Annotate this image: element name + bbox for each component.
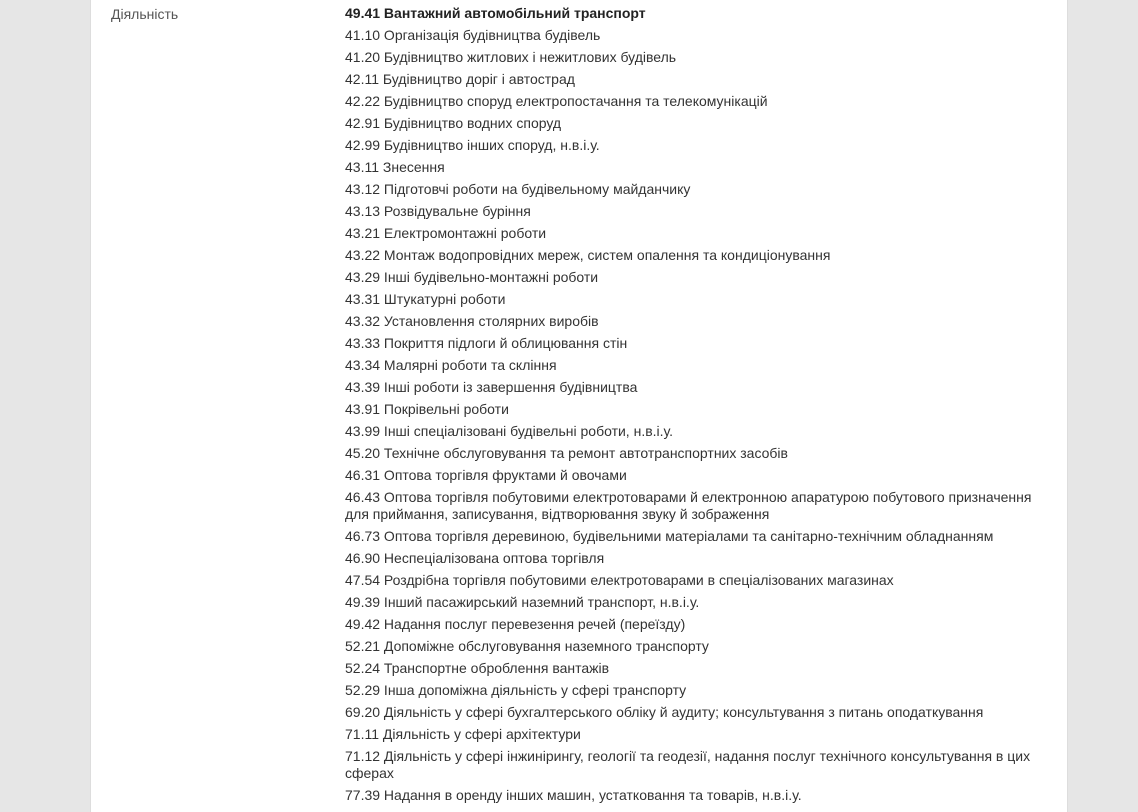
- activity-item: 43.11 Знесення: [345, 159, 445, 175]
- activity-item: 52.21 Допоміжне обслуговування наземного транспорту: [345, 638, 709, 654]
- activities-list: [345, 5, 1045, 809]
- activity-item: 43.99 Інші спеціалізовані будівельні роботи, н.в.і.у.: [345, 423, 674, 439]
- activities-row: [91, 0, 1067, 809]
- activity-item: 69.20 Діяльність у сфері бухгалтерського обліку й аудиту; консультування з питань оподаткування: [345, 704, 984, 720]
- activity-item: 43.32 Установлення столярних виробів: [345, 313, 599, 329]
- activity-item: 43.34 Малярні роботи та скління: [345, 357, 557, 373]
- activity-item: 43.21 Електромонтажні роботи: [345, 225, 547, 241]
- activity-item: 43.33 Покриття підлоги й облицювання стін: [345, 335, 628, 351]
- activity-item: 71.12 Діяльність у сфері інжинірингу, геології та геодезії, надання послуг технічного консультування в цих сферах: [345, 748, 1031, 781]
- activity-item: 43.91 Покрівельні роботи: [345, 401, 509, 417]
- activity-item: 43.13 Розвідувальне буріння: [345, 203, 531, 219]
- activity-item: 46.31 Оптова торгівля фруктами й овочами: [345, 467, 627, 483]
- activity-item: 45.20 Технічне обслуговування та ремонт автотранспортних засобів: [345, 445, 788, 461]
- activity-item: 42.99 Будівництво інших споруд, н.в.і.у.: [345, 137, 600, 153]
- activity-item: 42.22 Будівництво споруд електропостачання та телекомунікацій: [345, 93, 768, 109]
- activity-item: 43.22 Монтаж водопровідних мереж, систем опалення та кондиціонування: [345, 247, 831, 263]
- activity-item: 41.10 Організація будівництва будівель: [345, 27, 601, 43]
- activity-item: 52.29 Інша допоміжна діяльність у сфері транспорту: [345, 682, 687, 698]
- activity-item: 46.43 Оптова торгівля побутовими електротоварами й електронною апаратурою побутового призначення для приймання, записування, відтворювання звуку й зображення: [345, 489, 1032, 522]
- activity-item: 43.29 Інші будівельно-монтажні роботи: [345, 269, 599, 285]
- activity-item: 43.39 Інші роботи із завершення будівництва: [345, 379, 638, 395]
- activity-item: 49.42 Надання послуг перевезення речей (переїзду): [345, 616, 686, 632]
- company-details-card: [90, 0, 1068, 812]
- activity-item: 52.24 Транспортне оброблення вантажів: [345, 660, 610, 676]
- activity-item: 49.39 Інший пасажирський наземний транспорт, н.в.і.у.: [345, 594, 700, 610]
- activity-item: 46.73 Оптова торгівля деревиною, будівельними матеріалами та санітарно-технічним обладнанням: [345, 528, 994, 544]
- activity-item: 77.39 Надання в оренду інших машин, устатковання та товарів, н.в.і.у.: [345, 787, 802, 803]
- activity-item: 41.20 Будівництво житлових і нежитлових будівель: [345, 49, 677, 65]
- activity-item: 43.31 Штукатурні роботи: [345, 291, 506, 307]
- activity-item: 42.91 Будівництво водних споруд: [345, 115, 562, 131]
- activity-item: 43.12 Підготовчі роботи на будівельному майданчику: [345, 181, 691, 197]
- activities-label: Діяльність: [111, 6, 179, 22]
- activity-item: 46.90 Неспеціалізована оптова торгівля: [345, 550, 605, 566]
- activity-item: 42.11 Будівництво доріг і автострад: [345, 71, 575, 87]
- activity-item: 47.54 Роздрібна торгівля побутовими електротоварами в спеціалізованих магазинах: [345, 572, 894, 588]
- activity-item: 71.11 Діяльність у сфері архітектури: [345, 726, 581, 742]
- primary-activity: 49.41 Вантажний автомобільний транспорт: [345, 5, 646, 21]
